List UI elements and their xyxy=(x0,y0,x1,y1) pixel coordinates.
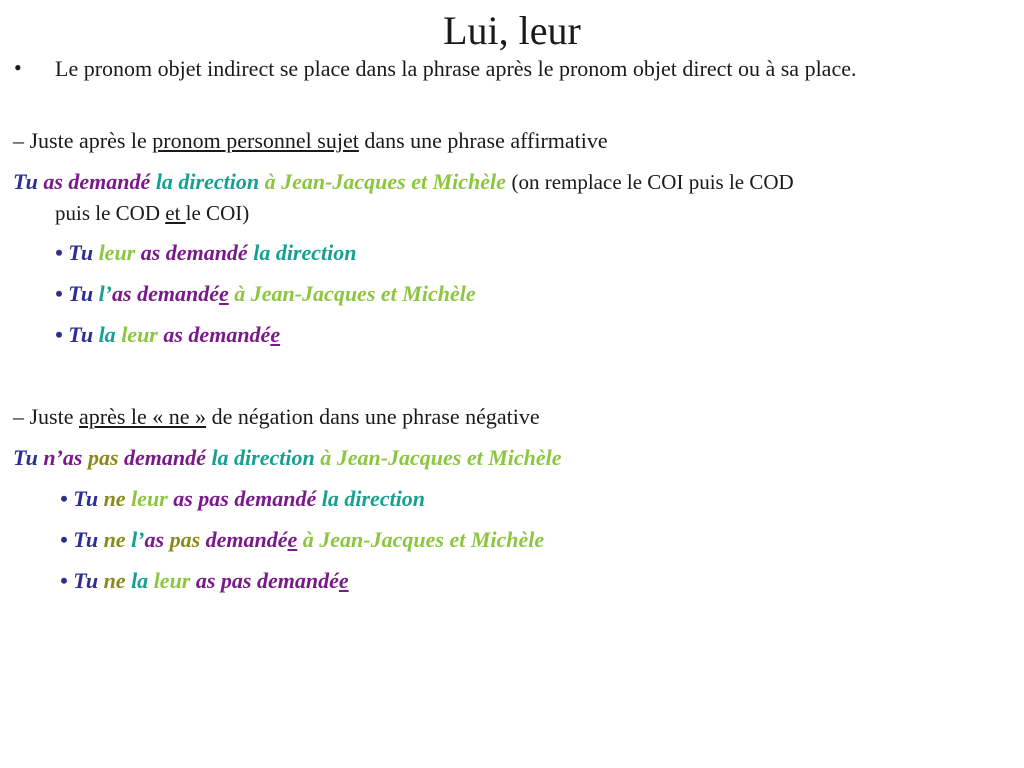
section2-dash: – Juste xyxy=(13,404,79,429)
s1l3-as-demand: as demandé xyxy=(163,322,271,347)
ex1-note-a: (on remplace le COI puis le COD xyxy=(511,170,794,194)
s1l2-as-demand: as demandé xyxy=(112,281,219,306)
s1l3-leur: leur xyxy=(121,322,158,347)
s2l3-demand: demandé xyxy=(257,568,339,593)
s2l2-e: e xyxy=(287,527,298,552)
section2-underlined: après le « ne » xyxy=(79,404,207,429)
s2l2-demand: demandé xyxy=(205,527,288,552)
ex2-a-jean-jacques: à Jean-Jacques et Michèle xyxy=(320,445,562,470)
s2l3-la: la xyxy=(131,568,149,593)
ex1-a-jean-jacques: à Jean-Jacques et Michèle xyxy=(264,169,506,194)
ex1-tu: Tu xyxy=(13,169,38,194)
ex2-demande: demandé xyxy=(124,445,206,470)
s1l1-leur: leur xyxy=(98,240,136,265)
s2l3-ne: ne xyxy=(103,568,126,593)
s1l2-l: l’ xyxy=(98,281,113,306)
ex1-note-b2: le COI) xyxy=(185,201,250,225)
ex2-la-direction: la direction xyxy=(211,445,315,470)
section1-dash: – Juste après le xyxy=(13,128,153,153)
s2l3-as-pas: as pas xyxy=(195,568,252,593)
s2l3-leur: leur xyxy=(153,568,191,593)
s2l2-as: as xyxy=(144,527,165,552)
section1-underlined: pronom personnel sujet xyxy=(152,128,359,153)
section2-rest: de négation dans une phrase négative xyxy=(206,404,540,429)
s2l2-a-jean-jacques: à Jean-Jacques et Michèle xyxy=(302,527,545,552)
s1l3-e: e xyxy=(270,322,281,347)
s2l1-leur: leur xyxy=(131,486,168,511)
s1l2-a-jean-jacques: à Jean-Jacques et Michèle xyxy=(234,281,476,306)
example2-line xyxy=(13,443,562,473)
s2l1-as-pas: as pas xyxy=(173,486,229,511)
s1l1-bullet-tu: • Tu xyxy=(55,240,94,265)
s2l3-bullet-tu: • Tu xyxy=(60,568,99,593)
ex2-n-as: n’as xyxy=(43,445,83,470)
s1l3-bullet-tu: • Tu xyxy=(55,322,94,347)
s2l1-ne: ne xyxy=(103,486,126,511)
intro-text: Le pronom objet indirect se place dans la phrase après le pronom objet direct ou à sa place. xyxy=(55,56,857,81)
s2l2-bullet-tu: • Tu xyxy=(60,527,99,552)
ex1-note-b1: puis le COD xyxy=(55,201,166,225)
s2l1-demande: demandé xyxy=(234,486,317,511)
ex1-as-demande: as demandé xyxy=(43,169,151,194)
s2l1-la-direction: la direction xyxy=(321,486,426,511)
bullet-icon: • xyxy=(14,55,22,80)
ex2-pas: pas xyxy=(87,445,119,470)
s2l3-e: e xyxy=(338,568,349,593)
example1-line2 xyxy=(55,198,249,228)
s1l2-bullet-tu: • Tu xyxy=(55,281,94,306)
section2-heading xyxy=(13,402,540,432)
s1-example-1 xyxy=(55,238,356,268)
s2-example-3 xyxy=(60,566,349,596)
s2l2-pas: pas xyxy=(169,527,201,552)
s1l3-la: la xyxy=(98,322,116,347)
example1-line1 xyxy=(13,167,794,197)
s1-example-3 xyxy=(55,320,280,350)
ex1-la-direction: la direction xyxy=(155,169,260,194)
s1l2-e: e xyxy=(218,281,229,306)
s1-example-2 xyxy=(55,279,476,309)
section1-rest: dans une phrase affirmative xyxy=(358,128,608,153)
s1l1-la-direction: la direction xyxy=(253,240,357,265)
s2l1-bullet-tu: • Tu xyxy=(60,486,99,511)
s1l1-as-demande: as demandé xyxy=(140,240,248,265)
s2-example-1 xyxy=(60,484,425,514)
ex2-tu: Tu xyxy=(13,445,38,470)
s2l2-ne: ne xyxy=(103,527,126,552)
ex1-note-et: et xyxy=(165,201,186,225)
section1-heading xyxy=(13,126,608,156)
s2-example-2 xyxy=(60,525,544,555)
slide-title: Lui, leur xyxy=(443,8,581,53)
s2l2-l: l’ xyxy=(131,527,145,552)
